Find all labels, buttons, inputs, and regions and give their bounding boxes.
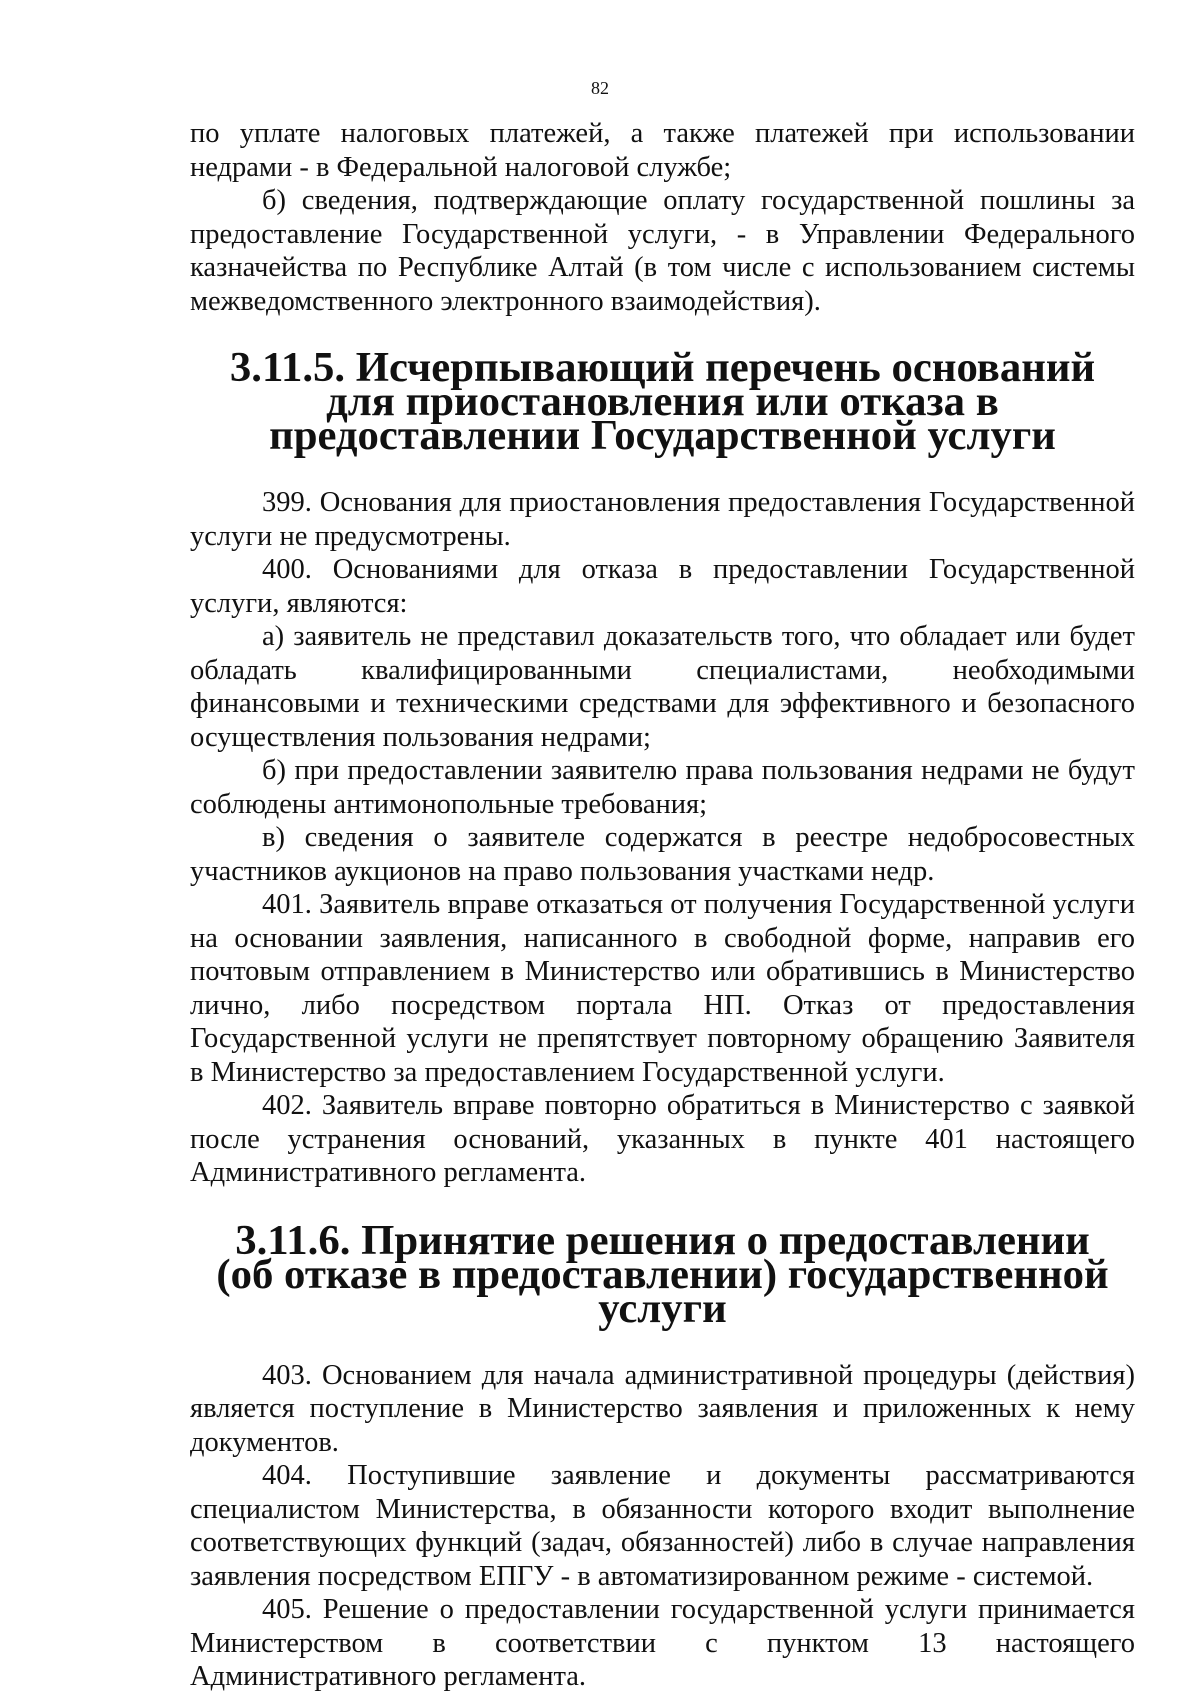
paragraph-402: 402. Заявитель вправе повторно обратиться в Министерство с заявкой после устранения оснований, указанных в пункте 401 настоящего Административного регламента. (190, 1090, 1135, 1188)
paragraph-404: 404. Поступившие заявление и документы рассматриваются специалистом Министерства, в обязанности которого входит выполнение соответствующих функций (задач, обязанностей) либо в случае направления заявления посредством ЕПГУ - в автоматизированном режиме - системой. (190, 1460, 1135, 1592)
paragraph-401: 401. Заявитель вправе отказаться от получения Государственной услуги на основании заявления, написанного в свободной форме, направив его почтовым отправлением в Министерство или обратившись в Министерство лично, либо посредством портала НП. Отказ от предоставления Государственной услуги не препятствует повторному обращению Заявителя в Министерство за предоставлением Государственной услуги. (190, 889, 1135, 1088)
document-body (190, 117, 1135, 1694)
section-heading-3-11-6: 3.11.6. Принятие решения о предоставлении (об отказе в предоставлении) государственной услуги (216, 1216, 1109, 1332)
paragraph-continuation: по уплате налоговых платежей, а также платежей при использовании недрами - в Федеральной налоговой службе; (190, 118, 1135, 183)
paragraph-400: 400. Основаниями для отказа в предоставлении Государственной услуги, являются: (190, 554, 1135, 619)
paragraph-403: 403. Основанием для начала административной процедуры (действия) является поступление в Министерство заявления и приложенных к нему документов. (190, 1359, 1135, 1458)
paragraph-400-a: а) заявитель не представил доказательств того, что обладает или будет обладать квалифицированными специалистами, необходимыми финансовыми и техническими средствами для эффективного и безопасного осуществления пользования недрами; (190, 621, 1135, 753)
paragraph-399: 399. Основания для приостановления предоставления Государственной услуги не предусмотрены. (190, 487, 1135, 552)
paragraph-item-b: б) сведения, подтверждающие оплату государственной пошлины за предоставление Государственной услуги, - в Управлении Федерального казначейства по Республике Алтай (в том числе с использованием системы межведомственного электронного взаимодействия). (190, 185, 1135, 317)
page-number: 82 (591, 78, 609, 98)
paragraph-405: 405. Решение о предоставлении государственной услуги принимается Министерством в соответствии с пунктом 13 настоящего Административного регламента. (190, 1594, 1135, 1692)
paragraph-400-v: в) сведения о заявителе содержатся в реестре недобросовестных участников аукционов на право пользования участками недр. (190, 822, 1135, 887)
section-heading-3-11-5: 3.11.5. Исчерпывающий перечень оснований для приостановления или отказа в предоставлении Государственной услуги (229, 344, 1096, 459)
paragraph-400-b: б) при предоставлении заявителю права пользования недрами не будут соблюдены антимонопольные требования; (190, 755, 1135, 820)
